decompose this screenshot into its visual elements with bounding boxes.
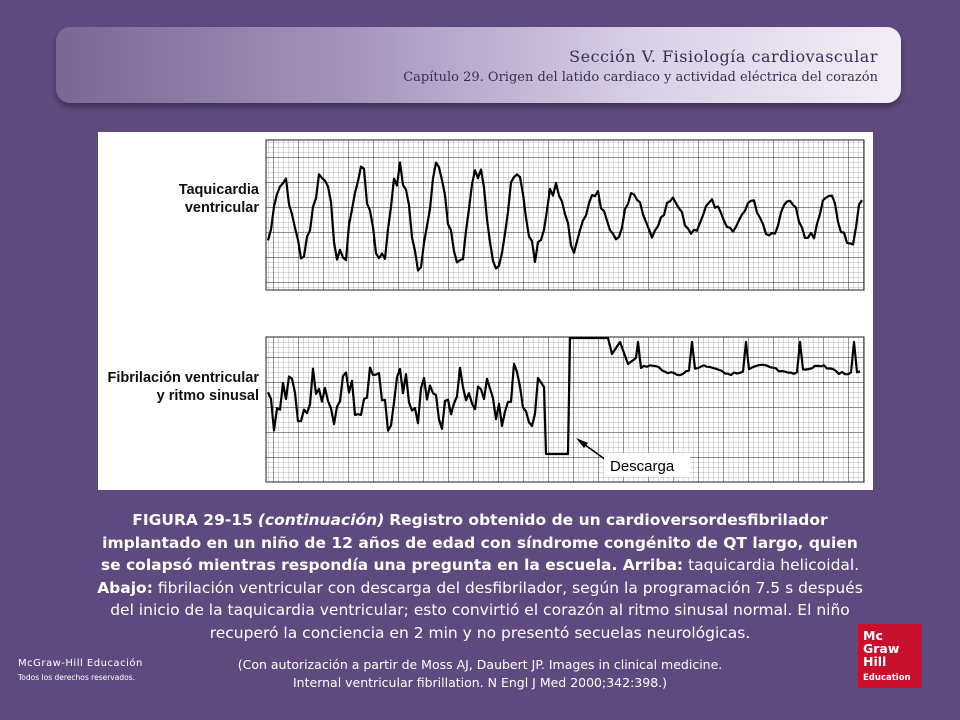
logo-line-3: Hill	[863, 654, 887, 669]
ecg-figure	[98, 132, 873, 490]
label-top-2: ventricular	[184, 200, 259, 216]
label-bottom-2: y ritmo sinusal	[156, 388, 259, 404]
logo-line-2: Graw	[863, 641, 900, 656]
caption-fig-id: FIGURA 29-15	[132, 511, 253, 529]
label-top-1: Taquicardia	[178, 182, 259, 198]
caption-bottom-desc: fibrilación ventricular con descarga del desfibrilador, según la programación 7.5 s después del inicio de la taquicardia ventricular; esto convirtió el corazón al ritmo sinusal normal. El niño recuperó la conciencia en 2 min y no presentó secuelas neurológicas.	[110, 578, 863, 642]
source-line-2: Internal ventricular fibrillation. N Engl J Med 2000;342:398.)	[293, 675, 667, 690]
section-title: Sección V. Fisiología cardiovascular	[569, 47, 878, 66]
mcgraw-hill-logo	[858, 624, 922, 688]
logo-line-4: Education	[863, 673, 911, 683]
figure-caption	[96, 509, 864, 644]
caption-bold-text: Registro obtenido de un cardioversordesfibrilador implantado en un niño de 12 años de edad con síndrome congénito de QT largo, quien se colapsó mientras respondía una pregunta en la escuela. Arriba:	[100, 511, 858, 574]
caption-bottom-label: Abajo:	[97, 578, 153, 597]
rights-notice: Todos los derechos reservados.	[18, 673, 135, 682]
callout-label: Descarga	[610, 458, 675, 475]
chapter-title: Capítulo 29. Origen del latido cardiaco y actividad eléctrica del corazón	[403, 70, 878, 85]
label-bottom-1: Fibrilación ventricular	[107, 370, 259, 386]
figure-source	[150, 656, 810, 692]
grid-bottom	[266, 337, 864, 482]
caption-cont: (continuación)	[257, 511, 385, 529]
caption-top-desc: taquicardia helicoidal.	[688, 556, 860, 574]
source-line-1: (Con autorización a partir de Moss AJ, Daubert JP. Images in clinical medicine.	[237, 657, 723, 672]
ecg-figure-svg	[98, 132, 873, 490]
publisher-brand: McGraw-Hill Educación	[18, 658, 143, 669]
logo-line-1: Mc	[863, 628, 883, 643]
